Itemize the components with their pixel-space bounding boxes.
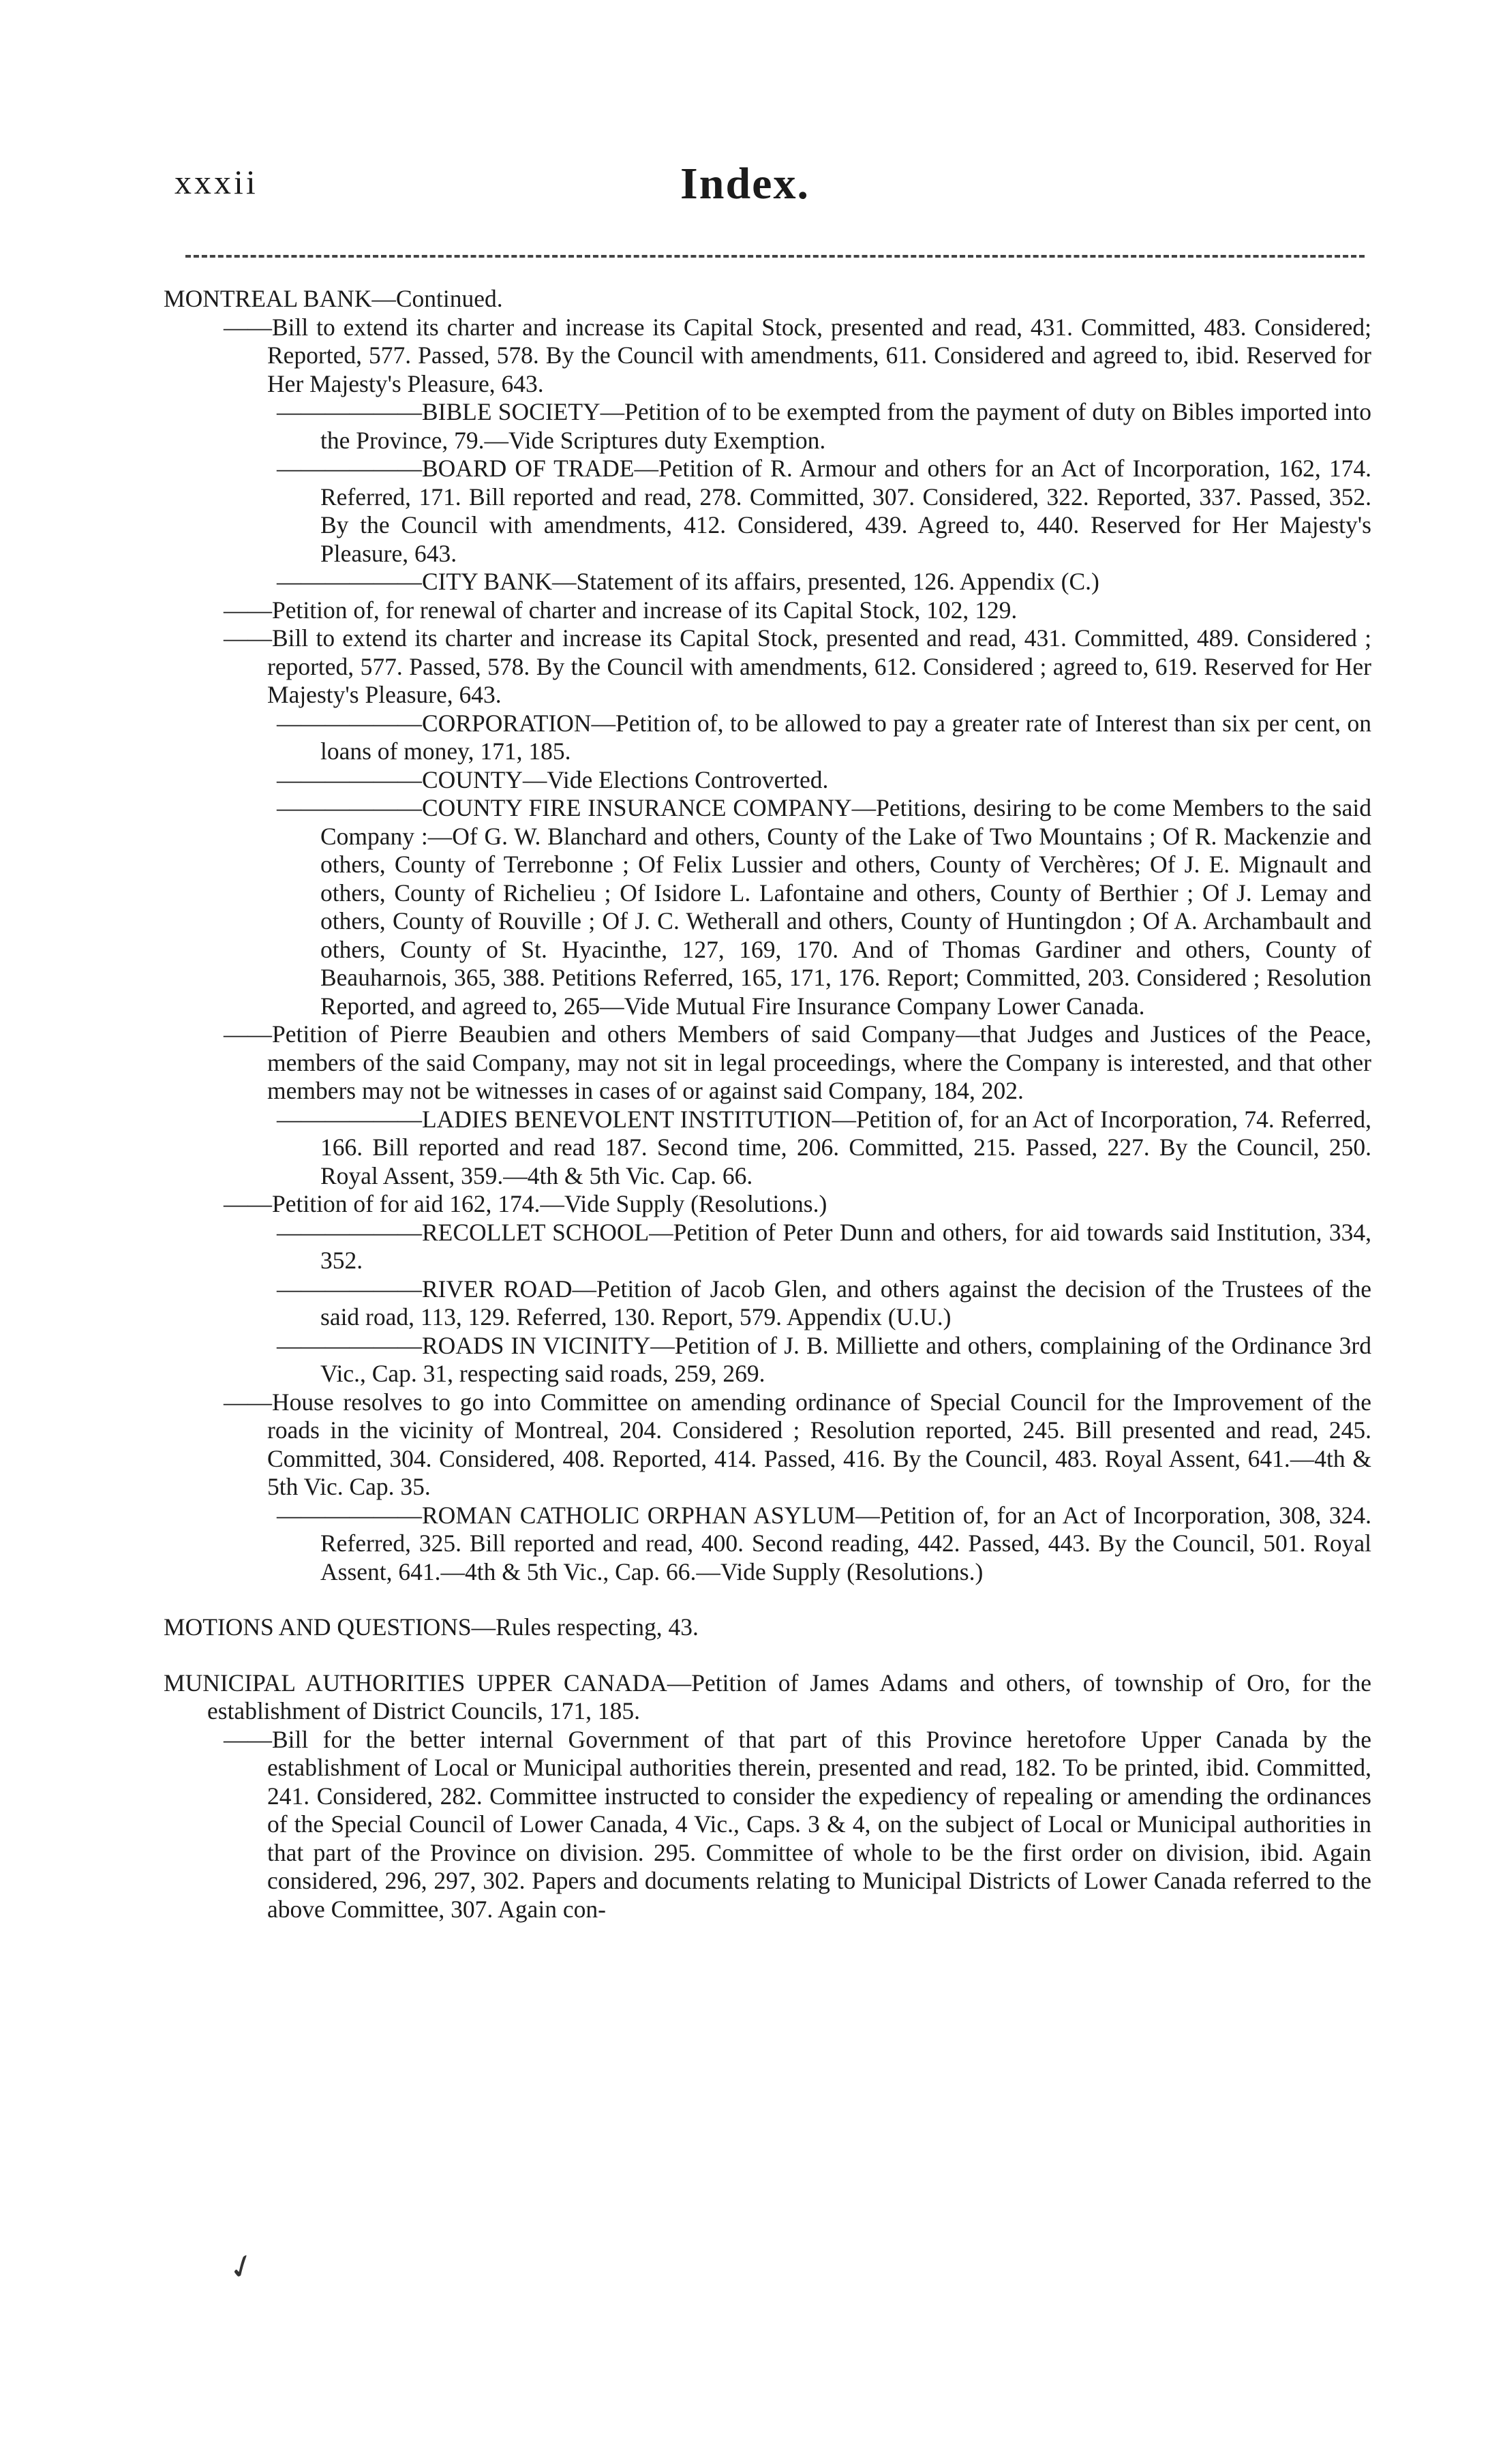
index-entries [164, 285, 1371, 1923]
index-entry: ——————CORPORATION—Petition of, to be allowed to pay a greater rate of Interest than six per cent, on loans of money, 171, 185. [277, 709, 1371, 765]
margin-check-mark-icon: ✓ [223, 2245, 262, 2290]
index-entry: ——Petition of for aid 162, 174.—Vide Supply (Resolutions.) [224, 1190, 827, 1217]
index-heading: MUNICIPAL AUTHORITIES UPPER CANADA—Petition of James Adams and others, of township of Oro, for the establishment of District Councils, 171, 185. [164, 1669, 1371, 1724]
index-entry: ——Petition of, for renewal of charter and increase of its Capital Stock, 102, 129. [224, 596, 1018, 624]
index-entry: ——Petition of Pierre Beaubien and others Members of said Company—that Judges and Justices of the Peace, members of the said Company, may not sit in legal proceedings, where the Company is interested, and that other members may not be witnesses in cases of or against said Company, 184, 202. [224, 1020, 1371, 1104]
header-rule [185, 255, 1365, 258]
index-entry: MONTREAL BANK—Continued. [164, 285, 503, 312]
index-entry: ——Bill to extend its charter and increase its Capital Stock, presented and read, 431. Committed, 483. Considered; Reported, 577. Passed, 578. By the Council with amendments, 611. Considered and agreed to, ibid. Reserved for Her Majesty's Pleasure, 643. [224, 313, 1371, 397]
index-entry: ——————COUNTY FIRE INSURANCE COMPANY—Petitions, desiring to be come Members to the said Company :—Of G. W. Blanchard and others, County of the Lake of Two Mountains ; Of R. Mackenzie and others, County of Terrebonne ; Of Felix Lussier and others, County of Verchères; Of J. E. Mignault and others, County of Richelieu ; Of Isidore L. Lafontaine and others, County of Berthier ; Of J. Lemay and others, County of Rouville ; Of J. C. Wetherall and others, County of Huntingdon ; Of A. Archambault and others, County of St. Hyacinthe, 127, 169, 170. And of Thomas Gardiner and others, County of Beauharnois, 365, 388. Petitions Referred, 165, 171, 176. Report; Committed, 203. Considered ; Resolution Reported, and agreed to, 265—Vide Mutual Fire Insurance Company Lower Canada. [277, 794, 1371, 1020]
index-entry: ——————BIBLE SOCIETY—Petition of to be exempted from the payment of duty on Bibles imported into the Province, 79.—Vide Scriptures duty Exemption. [277, 398, 1371, 454]
index-entry: ——————COUNTY—Vide Elections Controverted. [277, 765, 829, 793]
page-title: Index. [680, 159, 810, 209]
index-entry: ——————ROMAN CATHOLIC ORPHAN ASYLUM—Petition of, for an Act of Incorporation, 308, 324. Referred, 325. Bill reported and read, 400. Second reading, 442. Passed, 443. By the Council, 501. Royal Assent, 641.—4th & 5th Vic., Cap. 66.—Vide Supply (Resolutions.) [277, 1501, 1371, 1585]
index-entry: ——Bill for the better internal Government of that part of this Province heretofore Upper Canada by the establishment of Local or Municipal authorities therein, presented and read, 182. To be printed, ibid. Committed, 241. Considered, 282. Committee instructed to consider the expediency of repealing or amending the ordinances of the Special Council of Lower Canada, 4 Vic., Caps. 3 & 4, on the subject of Local or Municipal authorities in that part of the Province on division. 295. Committee of whole to be the first order on division, ibid. Again considered, 296, 297, 302. Papers and documents relating to Municipal Districts of Lower Canada referred to the above Committee, 307. Again con- [224, 1725, 1371, 1923]
index-entry: ——————LADIES BENEVOLENT INSTITUTION—Petition of, for an Act of Incorporation, 74. Referred, 166. Bill reported and read 187. Second time, 206. Committed, 215. Passed, 227. By the Council, 250. Royal Assent, 359.—4th & 5th Vic. Cap. 66. [277, 1105, 1371, 1189]
index-entry: ——Bill to extend its charter and increase its Capital Stock, presented and read, 431. Committed, 489. Considered ; reported, 577. Passed, 578. By the Council with amendments, 612. Considered ; agreed to, 619. Reserved for Her Majesty's Pleasure, 643. [224, 624, 1371, 708]
index-entry: ——————BOARD OF TRADE—Petition of R. Armour and others for an Act of Incorporation, 162, 174. Referred, 171. Bill reported and read, 278. Committed, 307. Considered, 322. Reported, 337. Passed, 352. By the Council with amendments, 412. Considered, 439. Agreed to, 440. Reserved for Her Majesty's Pleasure, 643. [277, 455, 1371, 567]
index-entry: ——————CITY BANK—Statement of its affairs, presented, 126. Appendix (C.) [277, 568, 1099, 595]
index-entry: ——————ROADS IN VICINITY—Petition of J. B. Milliette and others, complaining of the Ordinance 3rd Vic., Cap. 31, respecting said roads, 259, 269. [277, 1331, 1371, 1387]
page-number: xxxii [174, 163, 258, 201]
index-entry: ——————RECOLLET SCHOOL—Petition of Peter Dunn and others, for aid towards said Institution, 334, 352. [277, 1218, 1371, 1274]
index-entry: ——————RIVER ROAD—Petition of Jacob Glen, and others against the decision of the Trustees of the said road, 113, 129. Referred, 130. Report, 579. Appendix (U.U.) [277, 1275, 1371, 1330]
index-entry: ——House resolves to go into Committee on amending ordinance of Special Council for the Improvement of the roads in the vicinity of Montreal, 204. Considered ; Resolution reported, 245. Bill presented and read, 245. Committed, 304. Considered, 408. Reported, 414. Passed, 416. By the Council, 483. Royal Assent, 641.—4th & 5th Vic. Cap. 35. [224, 1388, 1371, 1500]
index-heading: MOTIONS AND QUESTIONS—Rules respecting, 43. [164, 1613, 699, 1641]
